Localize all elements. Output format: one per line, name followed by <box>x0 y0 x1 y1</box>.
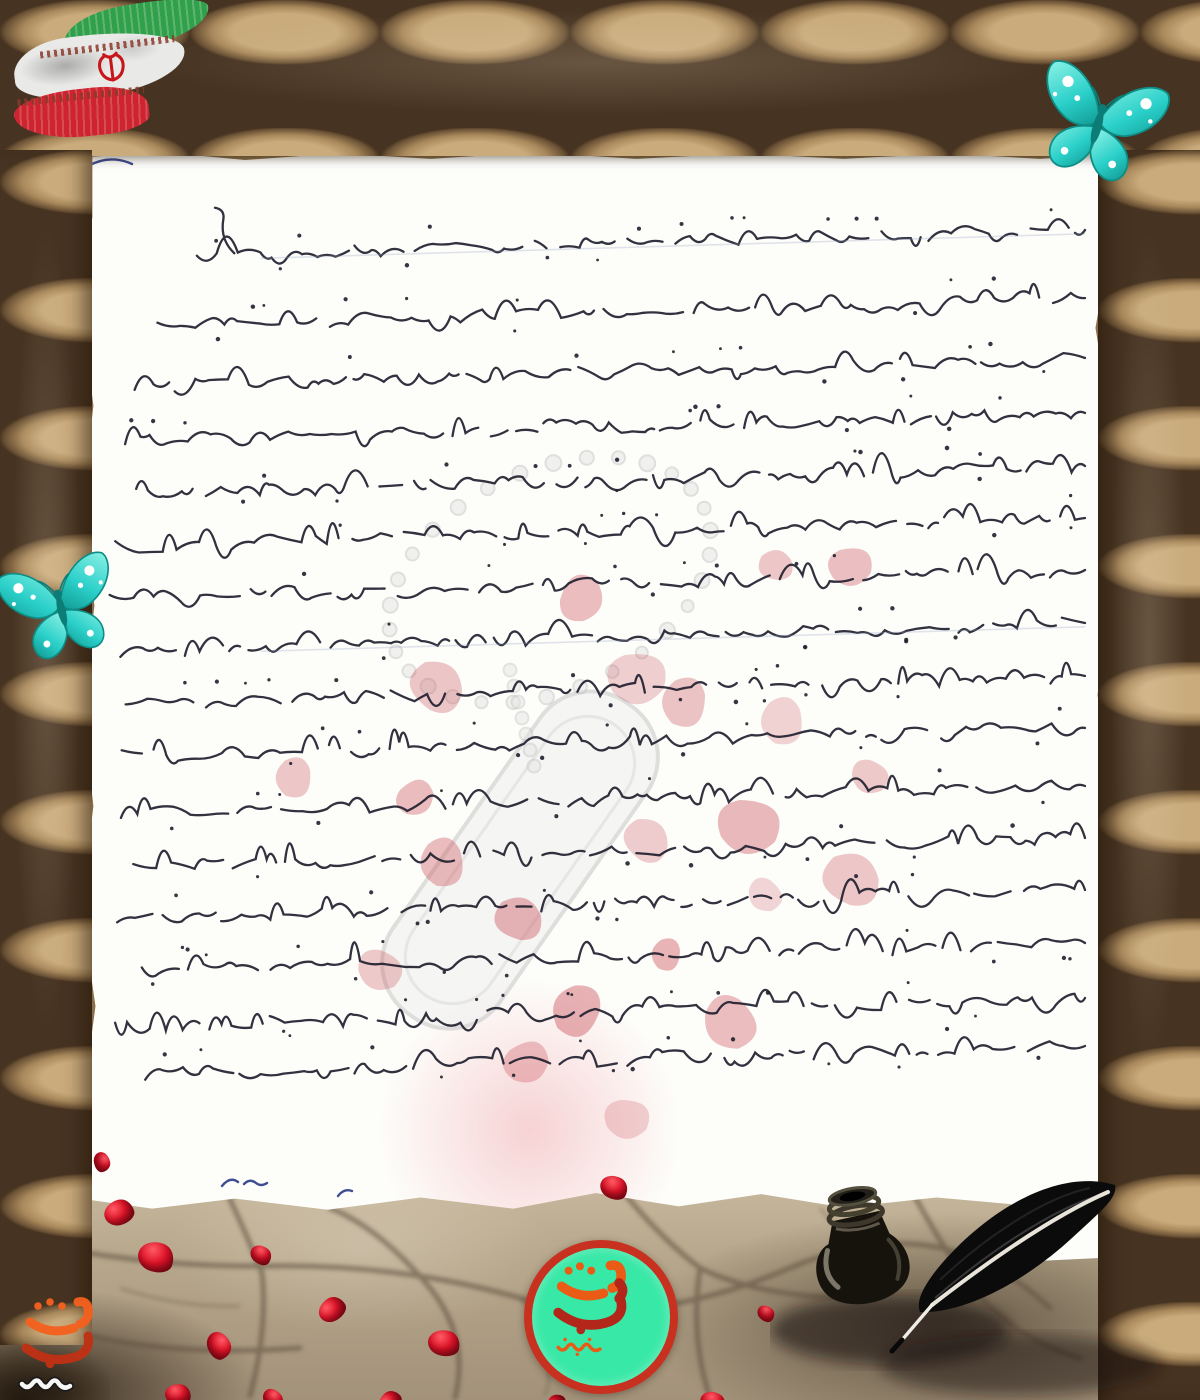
inkwell-icon <box>803 1181 915 1312</box>
wm-word-navid <box>26 1336 89 1360</box>
inkwell-and-quill <box>770 1140 1200 1400</box>
corner-watermark <box>8 1292 128 1400</box>
allah-emblem-icon <box>91 47 132 91</box>
blue-pen-marks <box>80 150 1112 1262</box>
sandbag-wall-left <box>0 150 92 1345</box>
wm-word-semnan <box>22 1381 70 1388</box>
letter-paper <box>80 150 1112 1262</box>
navid-shahed-logo <box>524 1240 678 1394</box>
quill-shadow <box>880 1335 1160 1395</box>
logo-word-semnan <box>558 1344 600 1350</box>
iran-flag-icon <box>8 0 220 149</box>
